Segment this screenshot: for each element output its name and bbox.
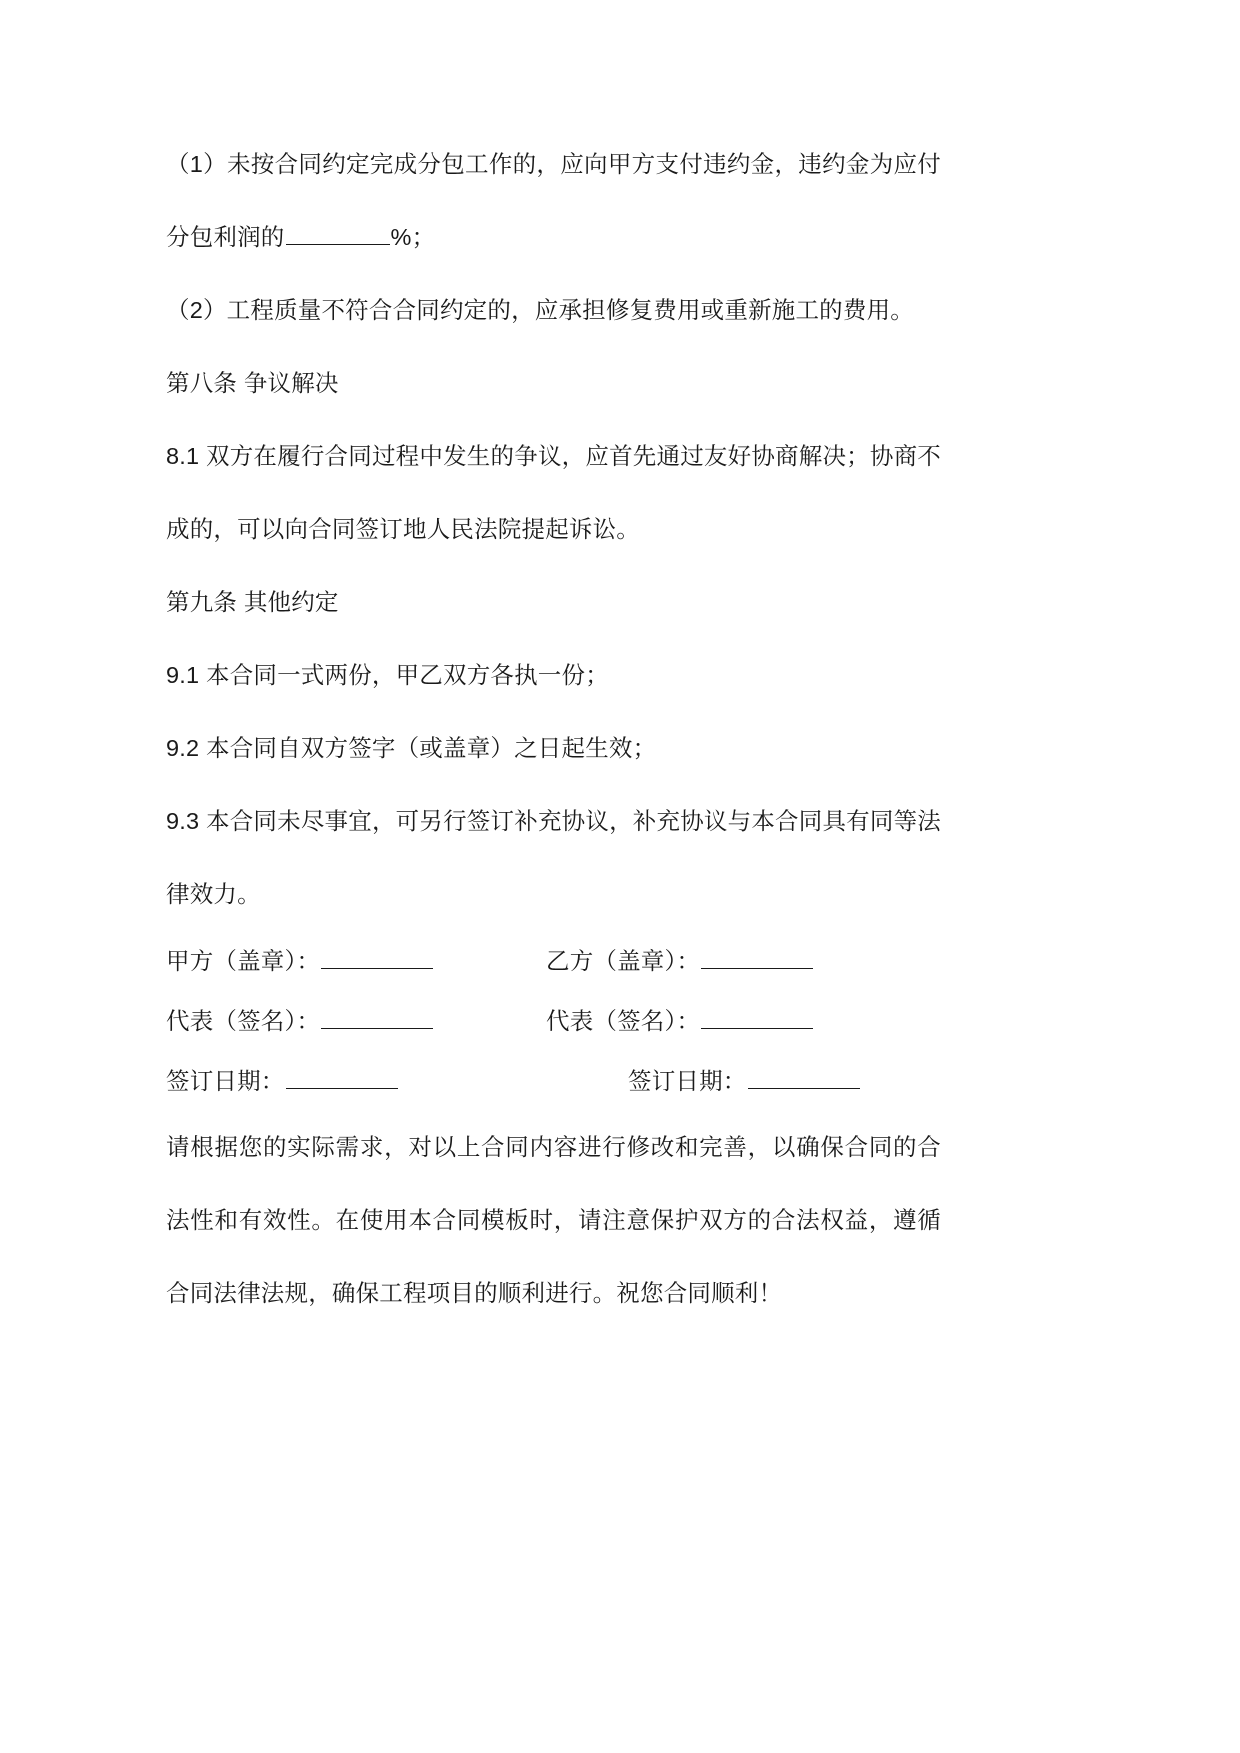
party-b-seal-blank[interactable] — [701, 945, 813, 970]
party-a-date-label: 签订日期： — [166, 1068, 285, 1094]
party-a-representative-label: 代表（签名）： — [166, 1008, 321, 1034]
party-a-date-blank[interactable] — [286, 1065, 398, 1090]
party-a-seal-blank[interactable] — [321, 945, 433, 970]
clause-8-1: 8.1 双方在履行合同过程中发生的争议，应首先通过友好协商解决；协商不成的，可以向合同签订地人民法院提起诉讼。 — [166, 443, 941, 542]
party-b-date-field[interactable] — [628, 1051, 861, 1111]
party-b-representative-label: 代表（签名）： — [546, 1008, 701, 1034]
signature-row-representative — [166, 991, 941, 1051]
penalty-item-1-suffix: %； — [390, 224, 436, 250]
clause-eight-heading: 第八条 争议解决 — [166, 370, 339, 396]
clause-9-2: 9.2 本合同自双方签字（或盖章）之日起生效； — [166, 735, 657, 761]
penalty-item-1 — [166, 128, 941, 274]
party-b-seal-label: 乙方（盖章）： — [546, 948, 701, 974]
party-b-representative-blank[interactable] — [701, 1005, 813, 1030]
signature-block — [166, 931, 941, 1111]
closing-note: 请根据您的实际需求，对以上合同内容进行修改和完善，以确保合同的合法性和有效性。在使用本合同模板时，请注意保护双方的合法权益，遵循合同法律法规，确保工程项目的顺利进行。祝您合同顺利！ — [166, 1134, 941, 1306]
party-a-representative-blank[interactable] — [321, 1005, 433, 1030]
party-a-representative-field[interactable] — [166, 991, 546, 1051]
party-b-date-blank[interactable] — [748, 1065, 860, 1090]
party-a-seal-label: 甲方（盖章）： — [166, 948, 321, 974]
clause-9-3: 9.3 本合同未尽事宜，可另行签订补充协议，补充协议与本合同具有同等法律效力。 — [166, 808, 941, 907]
document-body — [166, 128, 941, 1330]
party-b-seal-field[interactable] — [546, 931, 814, 991]
signature-row-seal — [166, 931, 941, 991]
penalty-item-2: （2）工程质量不符合合同约定的，应承担修复费用或重新施工的费用。 — [166, 297, 914, 323]
penalty-rate-blank-field[interactable] — [286, 221, 390, 246]
party-a-date-field[interactable] — [166, 1051, 628, 1111]
party-a-seal-field[interactable] — [166, 931, 546, 991]
party-b-date-label: 签订日期： — [628, 1068, 747, 1094]
clause-9-1: 9.1 本合同一式两份，甲乙双方各执一份； — [166, 662, 609, 688]
party-b-representative-field[interactable] — [546, 991, 814, 1051]
signature-row-date — [166, 1051, 941, 1111]
clause-nine-heading: 第九条 其他约定 — [166, 589, 339, 615]
penalty-item-1-text: （1）未按合同约定完成分包工作的，应向甲方支付违约金，违约金为应付分包利润的 — [166, 151, 941, 250]
